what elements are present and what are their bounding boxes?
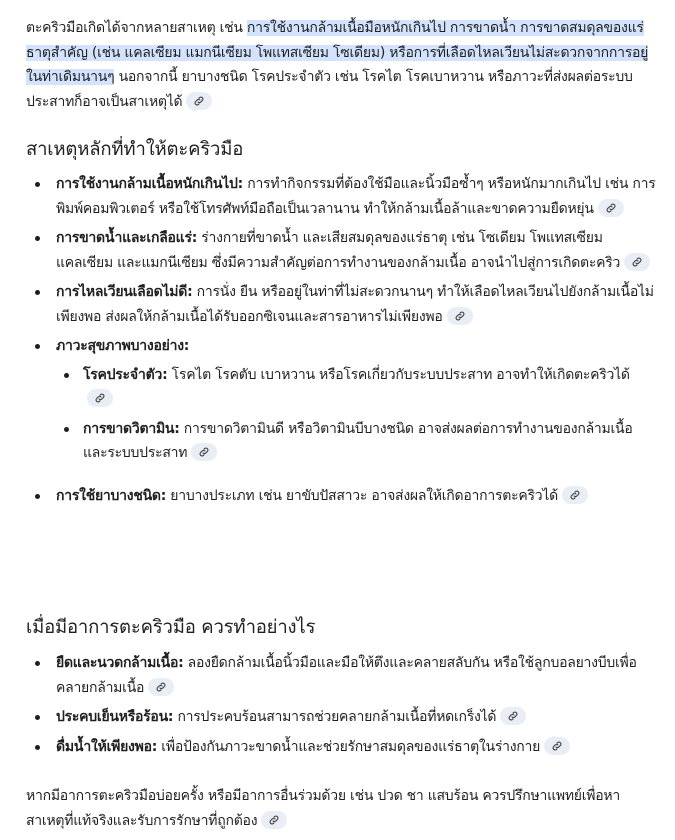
intro-lead: ตะคริวมือเกิดได้จากหลายสาเหตุ เช่น — [26, 20, 247, 36]
item-term: ดื่มน้ำให้เพียงพอ: — [56, 738, 158, 755]
list-item — [26, 280, 656, 329]
item-term: การขาดวิตามิน: — [83, 420, 180, 437]
item-text: ยาบางประเภท เช่น ยาขับปัสสาวะ อาจส่งผลให้เกิดอาการตะคริวได้ — [166, 487, 558, 504]
list-item — [26, 172, 656, 221]
citation-link-icon[interactable] — [624, 253, 650, 271]
health-conditions-sublist — [56, 363, 656, 466]
item-term: โรคประจำตัว: — [83, 366, 168, 383]
intro-highlight[interactable]: การใช้งานกล้ามเนื้อมือหนักเกินไป การขาดน้ำ การขาดสมดุลของแร่ธาตุสำคัญ (เช่น แคลเซียม แมกนีเซียม โพแทสเซียม โซเดียม) หรือการที่เลือดไหลเวียนไม่สะดวกจากการอยู่ในท่าเดิมนานๆ — [26, 20, 649, 85]
sub-list-item — [56, 417, 656, 466]
closing-text: หากมีอาการตะคริวมือบ่อยครั้ง หรือมีอาการอื่นร่วมด้วย เช่น ปวด ชา แสบร้อน ควรปรึกษาแพทย์เพื่อหาสาเหตุที่แท้จริงและรับการรักษาที่ถูกต้อง — [26, 788, 621, 829]
item-term: การใช้งานกล้ามเนื้อหนักเกินไป: — [56, 176, 244, 192]
citation-link-icon[interactable] — [598, 199, 624, 217]
item-text: เพื่อป้องกันภาวะขาดน้ำและช่วยรักษาสมดุลของแร่ธาตุในร่างกาย — [157, 738, 541, 755]
item-term: การใช้ยาบางชนิด: — [56, 487, 167, 504]
list-item — [26, 651, 656, 700]
citation-link-icon[interactable] — [186, 92, 212, 110]
citation-link-icon[interactable] — [500, 707, 526, 725]
item-term: การขาดน้ำและเกลือแร่: — [56, 230, 198, 246]
item-term: ประคบเย็นหรือร้อน: — [56, 709, 174, 725]
citation-link-icon[interactable] — [544, 737, 570, 755]
list-item — [26, 226, 656, 275]
list-item — [26, 735, 656, 760]
intro-paragraph — [26, 16, 654, 114]
citation-link-icon[interactable] — [191, 443, 217, 461]
actions-list — [26, 651, 656, 759]
citation-link-icon[interactable] — [447, 307, 473, 325]
citation-link-icon[interactable] — [87, 389, 113, 407]
item-text: ลองยืดกล้ามเนื้อนิ้วมือและมือให้ตึงและคลายสลับกัน หรือใช้ลูกบอลยางบีบเพื่อคลายกล้ามเนื้อ — [56, 655, 637, 696]
list-item — [26, 334, 656, 466]
item-term: การไหลเวียนเลือดไม่ดี: — [56, 284, 193, 300]
causes-heading: สาเหตุหลักที่ทำให้ตะคริวมือ — [26, 139, 244, 160]
intro-tail: นอกจากนี้ ยาบางชนิด โรคประจำตัว เช่น โรคไต โรคเบาหวาน หรือภาวะที่ส่งผลต่อระบบประสาทก็อาจเป็นสาเหตุได้ — [26, 69, 633, 110]
scroll-artifact — [26, 0, 38, 3]
item-text: ร่างกายที่ขาดน้ำ และเสียสมดุลของแร่ธาตุ เช่น โซเดียม โพแทสเซียม แคลเซียม และแมกนีเซียม ซึ่งมีความสำคัญต่อการทำงานของกล้ามเนื้อ อาจนำไปสู่การเกิดตะคริว — [56, 230, 621, 271]
item-text: การทำกิจกรรมที่ต้องใช้มือและนิ้วมือซ้ำๆ หรือหนักมากเกินไป เช่น การพิมพ์คอมพิวเตอร์ หรือใช้โทรศัพท์มือถือเป็นเวลานาน ทำให้กล้ามเนื้อล้าและขาดความยืดหยุ่น — [56, 176, 656, 217]
actions-heading: เมื่อมีอาการตะคริวมือ ควรทำอย่างไร — [26, 617, 316, 638]
item-text: โรคไต โรคตับ เบาหวาน หรือโรคเกี่ยวกับระบบประสาท อาจทำให้เกิดตะคริวได้ — [167, 366, 630, 383]
list-item — [26, 705, 656, 730]
item-text: การประคบร้อนสามารถช่วยคลายกล้ามเนื้อที่หดเกร็งได้ — [173, 709, 497, 725]
citation-link-icon[interactable] — [562, 486, 588, 504]
sub-list-item — [56, 363, 656, 412]
citation-link-icon[interactable] — [148, 678, 174, 696]
item-text: การขาดวิตามินดี หรือวิตามินบีบางชนิด อาจส่งผลต่อการทำงานของกล้ามเนื้อและระบบประสาท — [83, 420, 633, 461]
citation-link-icon[interactable] — [261, 811, 287, 829]
causes-list — [26, 172, 656, 508]
item-term: ยืดและนวดกล้ามเนื้อ: — [56, 655, 184, 671]
item-text: การนั่ง ยืน หรืออยู่ในท่าที่ไม่สะดวกนานๆ ทำให้เลือดไหลเวียนไปยังกล้ามเนื้อไม่เพียงพอ ส่งผลให้กล้ามเนื้อได้รับออกซิเจนและสารอาหารไม่เพียงพอ — [56, 284, 654, 325]
closing-paragraph — [26, 784, 654, 833]
item-term: ภาวะสุขภาพบางอย่าง: — [56, 338, 190, 354]
list-item — [26, 484, 656, 509]
